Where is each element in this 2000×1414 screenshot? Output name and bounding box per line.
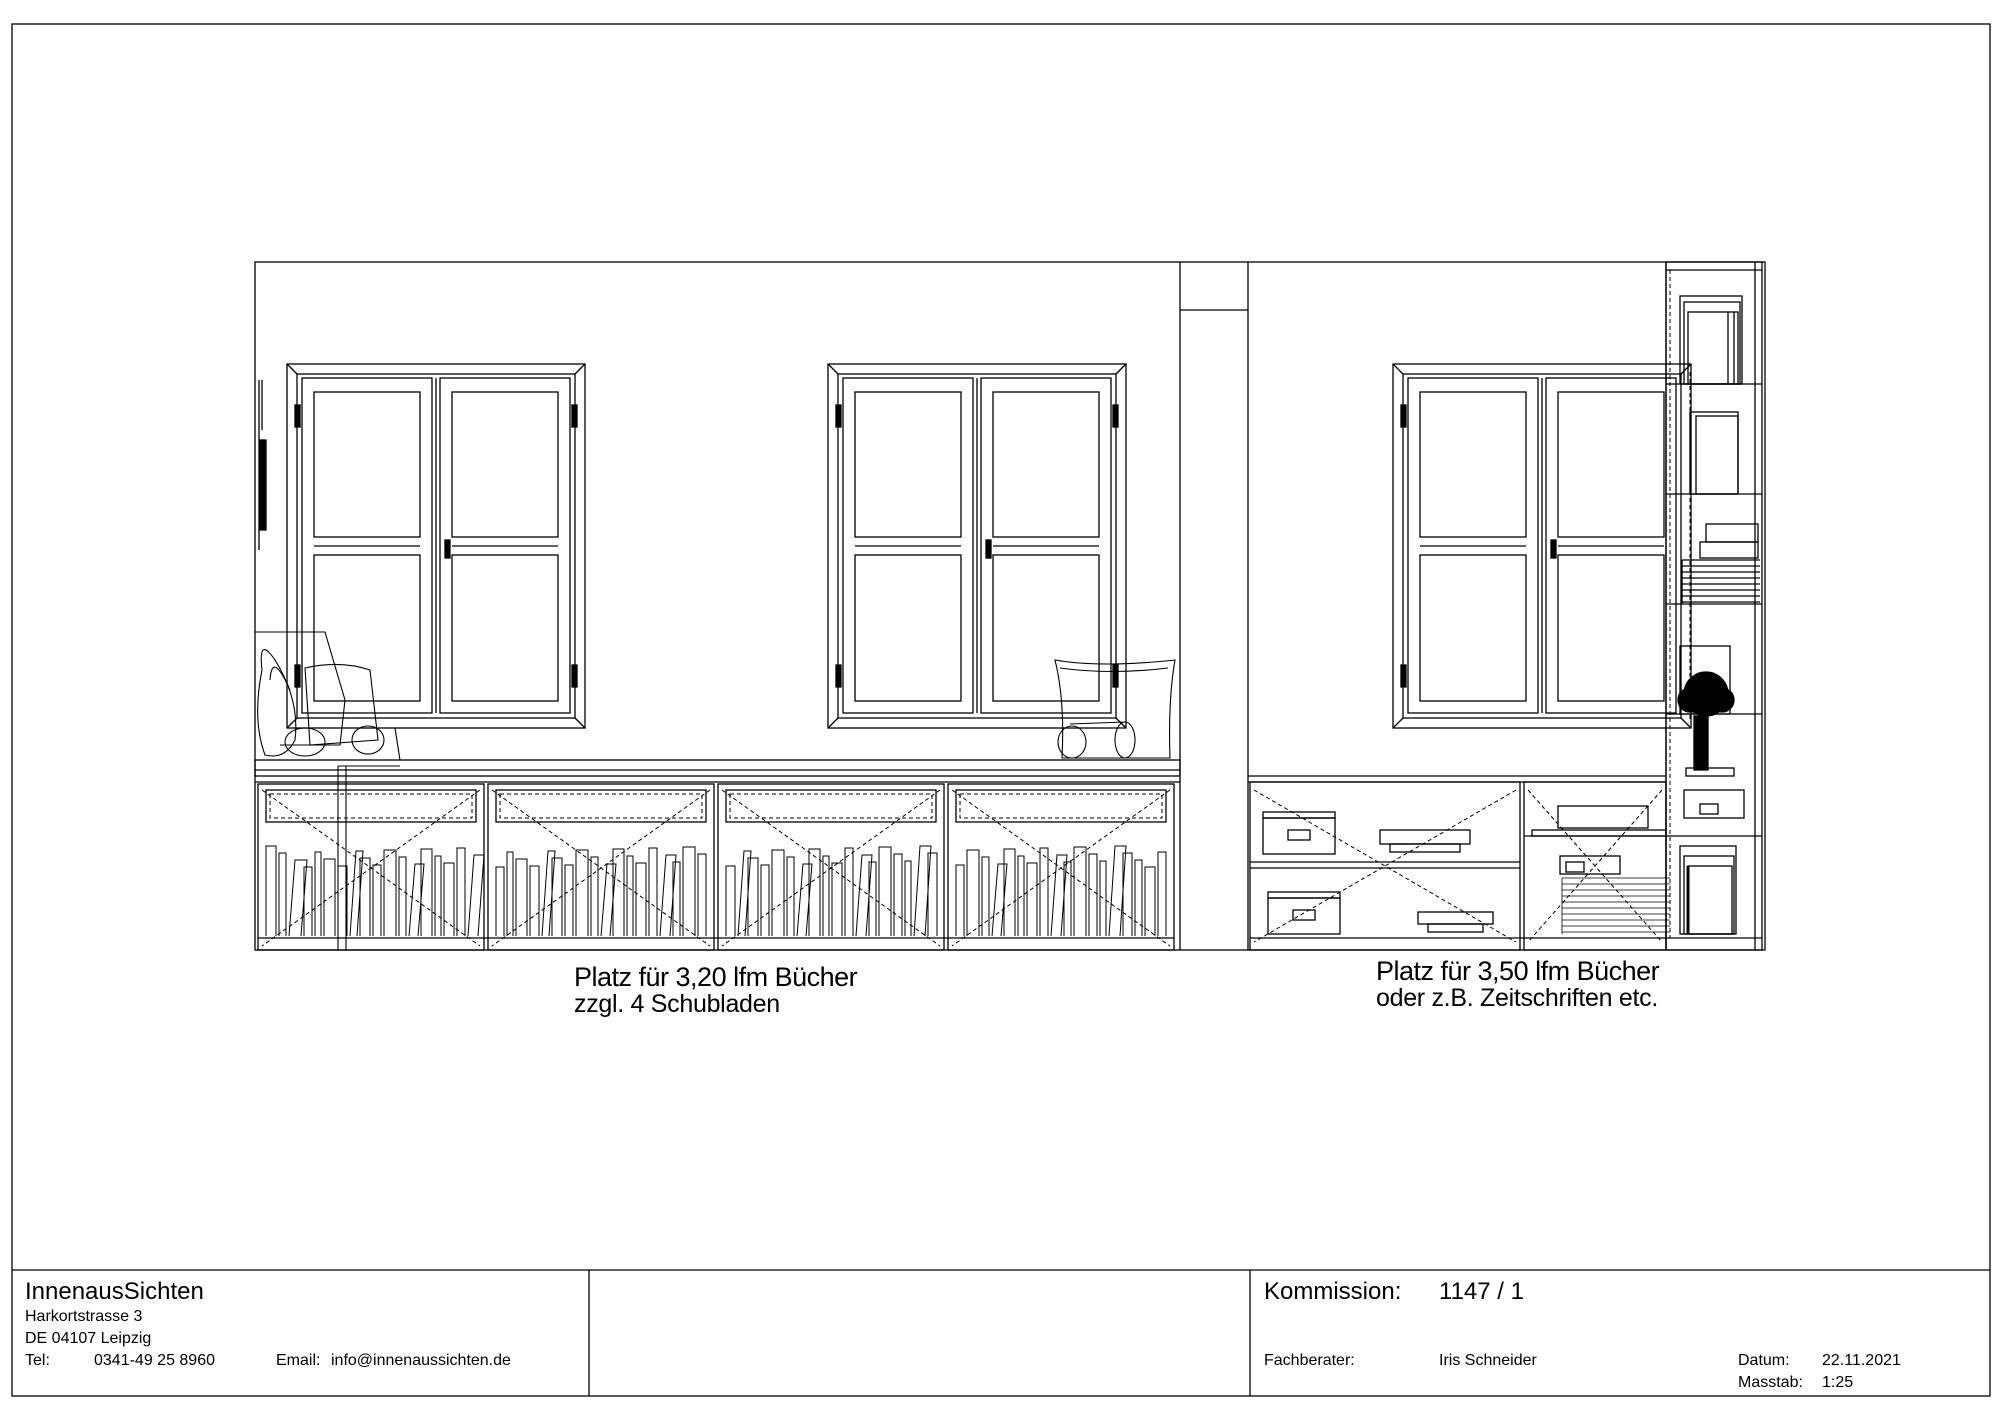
book-spine [315,852,321,936]
caption-right-line1: Platz für 3,50 lfm Bücher [1376,956,1660,986]
window-middle [828,364,1126,728]
book-spine [468,855,484,936]
book-spine [1074,847,1086,936]
company-street: Harkortstrasse 3 [25,1308,143,1325]
book-spine [384,850,396,936]
book-spine [1018,856,1024,936]
magazine-stack [1562,878,1670,934]
book-spine [894,854,902,936]
book-spine [967,850,979,936]
books-left [266,846,1166,936]
book-spine [457,848,465,936]
book-spine [266,846,276,936]
caption-left-line1: Platz für 3,20 lfm Bücher [574,962,858,992]
window-left [287,364,585,728]
book-spine [823,856,829,936]
book-spine [279,853,286,936]
book-spine [856,855,872,936]
book-spine [797,864,812,936]
book-spine [636,863,646,936]
book-spine [726,866,735,936]
book-spine [992,864,1007,936]
book-spine [673,862,680,936]
book-spine [591,857,598,936]
kommission-label: Kommission: [1264,1278,1402,1305]
book-spine [1051,855,1067,936]
book-spine [1004,849,1015,936]
book-spine [1089,854,1097,936]
masstab-value: 1:25 [1822,1374,1854,1391]
book-spine [601,864,616,936]
caption-left-line2: zzgl. 4 Schubladen [574,990,780,1018]
book-spine [373,865,381,936]
book-spine [627,856,633,936]
sideboard-right [1248,776,1670,950]
book-spine [956,865,964,936]
book-spine [660,855,676,936]
book-spine [613,849,624,936]
title-block [12,1270,1990,1396]
book-spine [761,865,769,936]
book-spine [565,865,573,936]
book-spine [350,851,363,936]
book-spine [530,866,539,936]
book-spine [809,849,820,936]
book-spine [738,851,751,936]
book-spine [869,862,876,936]
company-city: DE 04107 Leipzig [25,1330,152,1347]
book-spine [879,847,891,936]
curtain-holder [259,380,266,550]
caption-right-line2: oder z.B. Zeitschriften etc. [1376,984,1658,1012]
book-spine [576,850,588,936]
masstab-label: Masstab: [1738,1374,1803,1391]
window-right [1393,364,1691,728]
book-spine [649,848,657,936]
book-spine [772,850,784,936]
book-spine [982,857,989,936]
book-spine [1158,852,1166,936]
tel-label: Tel: [25,1352,50,1369]
book-spine [845,848,853,936]
book-spine [832,863,842,936]
fachberater-label: Fachberater: [1264,1352,1355,1369]
book-spine [444,863,454,936]
book-spine [1027,863,1037,936]
fachberater-value: Iris Schneider [1439,1352,1537,1369]
kommission-value: 1147 / 1 [1439,1278,1524,1305]
email-label: Email: [276,1352,321,1369]
book-spine [399,857,406,936]
cushions-left [255,632,400,950]
book-spine [698,854,706,936]
book-spine [435,856,441,936]
book-spine [1145,867,1155,936]
book-spine [683,847,695,936]
datum-label: Datum: [1738,1352,1790,1369]
company-name: InnenausSichten [25,1278,204,1305]
book-spine [421,849,432,936]
book-spine [1040,848,1048,936]
bench-cabinet-left [255,760,1180,950]
book-spine [507,852,513,936]
tel-value: 0341-49 25 8960 [94,1352,215,1369]
email-value[interactable]: info@innenaussichten.de [331,1352,511,1369]
book-spine [496,867,504,936]
book-spine [542,851,555,936]
datum-value: 22.11.2021 [1822,1352,1901,1369]
